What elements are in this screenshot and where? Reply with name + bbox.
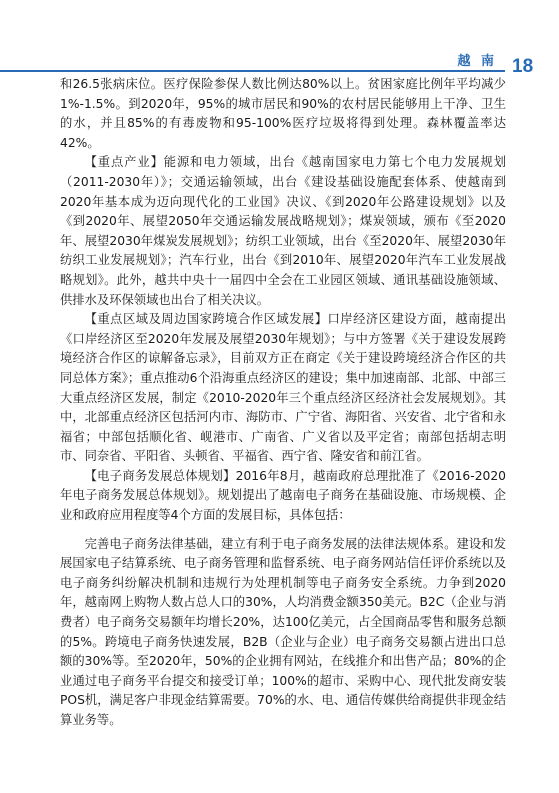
document-body <box>60 75 506 731</box>
paragraph-health-stats: 和26.5张病床位。医疗保险参保人数比例达80%以上。贫困家庭比例年平均减少1%-1.5%。到2020年，95%的城市居民和90%的农村居民能够用上干净、卫生的水，并且85%的有毒废物和95-100%医疗垃圾将得到处理。森林覆盖率达42%。 <box>60 77 506 150</box>
paragraph-ecommerce-goals: 完善电子商务法律基础，建立有利于电子商务发展的法律法规体系。建设和发展国家电子结算系统、电子商务管理和监督系统、电子商务网站信任评价系统以及电子商务纠纷解决机制和违规行为处理机制等电子商务安全系统。力争到2020年，越南网上购物人数占总人口的30%，人均消费金额350美元。B2C（企业与消费者）电子商务交易额年均增长20%，达100亿美元，占全国商品零售和服务总额的5%。跨境电子商务快速发展，B2B（企业与企业）电子商务交易额占进出口总额的30%等。至2020年，50%的企业拥有网站，在线推介和出售产品；80%的企业通过电子商务平台提交和接受订单；100%的超市、采购中心、现代批发商安装POS机，满足客户非现金结算需要。70%的水、电、通信传媒供给商提供非现金结算业务等。 <box>60 536 506 727</box>
page-number: 18 <box>512 56 534 77</box>
paragraph-ecommerce-plan: 【电子商务发展总体规划】2016年8月，越南政府总理批准了《2016-2020年电子商务发展总体规划》。规划提出了越南电子商务在基础设施、市场规模、企业和政府应用程度等4个方面的发展目标，具体包括： <box>60 468 506 523</box>
header-rule <box>0 70 505 72</box>
paragraph-key-regions: 【重点区域及周边国家跨境合作区域发展】口岸经济区建设方面，越南提出《口岸经济区至2020年发展及展望2030年规划》；与中方签署《关于建设发展跨境经济合作区的谅解备忘录》，目前双方正在商定《关于建设跨境经济合作区的共同总体方案》；重点推动6个沿海重点经济区的建设；集中加速南部、北部、中部三大重点经济区发展，制定《2010-2020年三个重点经济区经济社会发展规划》。其中，北部重点经济区包括河内市、海防市、广宁省、海阳省、兴安省、北宁省和永福省；中部包括顺化省、岘港市、广南省、广义省以及平定省；南部包括胡志明市、同奈省、平阳省、头顿省、平福省、西宁省、隆安省和前江省。 <box>60 312 506 464</box>
paragraph-key-industries: 【重点产业】能源和电力领域，出台《越南国家电力第七个电力发展规划（2011-2030年）》；交通运输领域，出台《建设基础设施配套体系、使越南到2020年基本成为迈向现代化的工业国》决议、《到2020年公路建设规划》以及《到2020年、展望2050年交通运输发展战略规划》；煤炭领域，颁布《至2020年、展望2030年煤炭发展规划》；纺织工业领域，出台《至2020年、展望2030年纺织工业发展规划》；汽车行业，出台《到2010年、展望2020年汽车工业发展战略规划》。此外，越共中央十一届四中全会在工业园区领域、通讯基础设施领域、供排水及环保领域也出台了相关决议。 <box>60 155 506 307</box>
chapter-label: 越 南 <box>457 54 497 69</box>
